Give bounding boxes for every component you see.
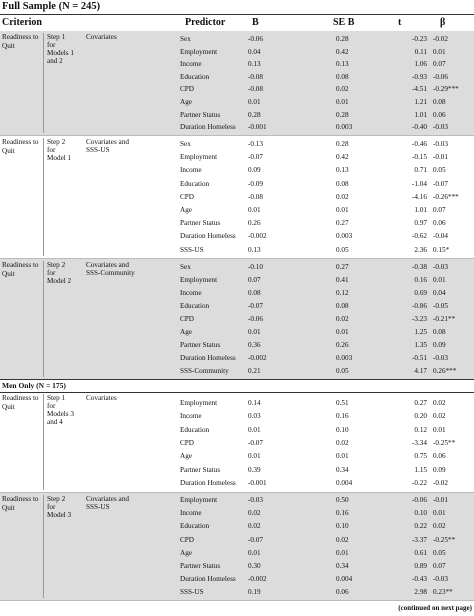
se-cell: 0.08 [336, 302, 349, 310]
b-cell: 0.14 [248, 399, 261, 407]
beta-cell: 0.01 [433, 47, 446, 56]
se-cell: 0.02 [336, 438, 349, 447]
t-cell: 0.89 [414, 562, 427, 570]
table-row [0, 72, 474, 82]
se-cell: 0.06 [336, 588, 349, 597]
predictor-cell: Employment [180, 399, 218, 407]
se-cell: 0.02 [336, 85, 349, 94]
t-cell: 1.01 [414, 206, 427, 214]
beta-cell: 0.07 [433, 562, 446, 570]
block-model-3-4-step-1 [0, 392, 474, 493]
table-row [0, 561, 474, 571]
covariates-label: Covariates [86, 33, 117, 41]
t-cell: 1.35 [414, 341, 427, 349]
se-cell: 0.12 [336, 289, 349, 297]
predictor-cell: Partner Status [180, 110, 221, 119]
b-cell: -0.001 [248, 123, 267, 132]
t-cell: 1.06 [414, 60, 427, 69]
predictor-cell: Age [180, 98, 192, 106]
predictor-cell: Income [180, 412, 202, 421]
table-row [0, 205, 474, 215]
b-cell: -0.07 [248, 535, 263, 544]
table-row [0, 425, 474, 435]
t-cell: 4.17 [414, 367, 427, 375]
se-cell: 0.02 [336, 192, 349, 201]
table-row [0, 438, 474, 448]
criterion-label: Readiness to Quit [2, 33, 39, 50]
beta-cell: 0.06 [433, 219, 446, 228]
t-cell: 0.20 [414, 412, 427, 421]
table-row [0, 478, 474, 488]
b-cell: 0.01 [248, 206, 261, 214]
beta-cell: -0.21** [433, 315, 456, 323]
t-cell: 1.15 [414, 465, 427, 474]
table-row [0, 353, 474, 363]
t-cell: -1.04 [412, 179, 427, 188]
se-cell: 0.27 [336, 263, 349, 271]
predictor-cell: Education [180, 425, 210, 434]
table-row [0, 327, 474, 337]
b-cell: -0.13 [248, 140, 263, 148]
b-cell: -0.001 [248, 478, 267, 487]
b-cell: 0.04 [248, 47, 261, 56]
se-cell: 0.10 [336, 425, 349, 434]
t-cell: -0.51 [412, 354, 427, 362]
table-row [0, 179, 474, 189]
beta-cell: 0.02 [433, 412, 446, 421]
beta-cell: 0.01 [433, 509, 446, 518]
predictor-cell: Partner Status [180, 341, 221, 349]
predictor-cell: Age [180, 206, 192, 214]
t-cell: -0.43 [412, 575, 427, 584]
t-cell: -0.15 [412, 153, 427, 162]
t-cell: -3.37 [412, 535, 427, 544]
predictor-cell: Duration Homeless [180, 575, 236, 584]
beta-cell: -0.02 [433, 478, 448, 487]
predictor-cell: Age [180, 548, 192, 557]
beta-cell: 0.26*** [433, 367, 457, 375]
col-se: SE B [333, 17, 355, 28]
t-cell: 0.12 [414, 425, 427, 434]
b-cell: 0.02 [248, 522, 261, 531]
t-cell: 0.22 [414, 522, 427, 531]
step-label: Step 1 for Models 1 and 2 [43, 33, 75, 133]
table-row [0, 465, 474, 475]
b-cell: 0.09 [248, 166, 261, 175]
t-cell: 2.98 [414, 588, 427, 597]
t-cell: -0.86 [412, 302, 427, 310]
beta-cell: -0.25** [433, 535, 456, 544]
se-cell: 0.05 [336, 367, 349, 375]
predictor-cell: Education [180, 179, 210, 188]
col-b: B [252, 17, 259, 28]
beta-cell: 0.05 [433, 166, 446, 175]
se-cell: 0.42 [336, 153, 349, 162]
table-row [0, 192, 474, 202]
b-cell: 0.01 [248, 452, 261, 461]
b-cell: -0.002 [248, 232, 267, 241]
se-cell: 0.003 [336, 123, 353, 132]
men-only-subheader: Men Only (N = 175) [0, 379, 474, 393]
t-cell: -0.38 [412, 263, 427, 271]
table-row [0, 152, 474, 162]
beta-cell: 0.23** [433, 588, 453, 597]
b-cell: 0.07 [248, 276, 261, 284]
se-cell: 0.02 [336, 535, 349, 544]
table-row [0, 574, 474, 584]
table-row [0, 314, 474, 324]
se-cell: 0.51 [336, 399, 349, 407]
beta-cell: -0.03 [433, 263, 448, 271]
predictor-cell: Employment [180, 47, 218, 56]
beta-cell: -0.01 [433, 496, 448, 504]
b-cell: -0.08 [248, 85, 263, 94]
predictor-cell: Partner Status [180, 219, 221, 228]
b-cell: 0.39 [248, 465, 261, 474]
b-cell: 0.03 [248, 412, 261, 421]
predictor-cell: CPD [180, 315, 194, 323]
se-cell: 0.28 [336, 35, 349, 43]
b-cell: -0.08 [248, 72, 263, 81]
t-cell: 0.16 [414, 276, 427, 284]
table-row [0, 218, 474, 228]
beta-cell: -0.03 [433, 575, 448, 584]
predictor-cell: CPD [180, 192, 194, 201]
b-cell: -0.002 [248, 575, 267, 584]
table-row [0, 340, 474, 350]
b-cell: 0.28 [248, 110, 261, 119]
se-cell: 0.28 [336, 140, 349, 148]
covariates-label: Covariates and SSS-US [86, 138, 129, 154]
block-model-1-step-2 [0, 136, 474, 259]
criterion-label: Readiness to Quit [2, 261, 39, 278]
se-cell: 0.01 [336, 452, 349, 461]
beta-cell: -0.02 [433, 35, 448, 43]
se-cell: 0.34 [336, 562, 349, 570]
covariates-label: Covariates and SSS-Community [86, 261, 135, 277]
predictor-cell: Education [180, 302, 210, 310]
beta-cell: 0.04 [433, 289, 446, 297]
predictor-cell: SSS-US [180, 588, 204, 597]
beta-cell: 0.01 [433, 425, 446, 434]
b-cell: 0.01 [248, 548, 261, 557]
b-cell: 0.36 [248, 341, 261, 349]
se-cell: 0.01 [336, 206, 349, 214]
se-cell: 0.01 [336, 98, 349, 106]
beta-cell: 0.08 [433, 98, 446, 106]
b-cell: 0.02 [248, 509, 261, 518]
se-cell: 0.01 [336, 548, 349, 557]
table-row [0, 110, 474, 120]
table-row [0, 165, 474, 175]
t-cell: 0.97 [414, 219, 427, 228]
table-row [0, 231, 474, 241]
t-cell: -0.23 [412, 35, 427, 43]
b-cell: 0.01 [248, 328, 261, 336]
t-cell: 0.11 [414, 47, 427, 56]
se-cell: 0.26 [336, 341, 349, 349]
t-cell: 1.21 [414, 98, 427, 106]
predictor-cell: Education [180, 522, 210, 531]
predictor-cell: Partner Status [180, 465, 221, 474]
beta-cell: -0.05 [433, 302, 448, 310]
col-t: t [398, 17, 402, 28]
predictor-cell: Duration Homeless [180, 232, 236, 241]
se-cell: 0.004 [336, 575, 353, 584]
b-cell: -0.08 [248, 192, 263, 201]
beta-cell: 0.15* [433, 245, 450, 254]
t-cell: -3.23 [412, 315, 427, 323]
beta-cell: -0.29*** [433, 85, 459, 94]
beta-cell: -0.06 [433, 72, 448, 81]
predictor-cell: CPD [180, 85, 194, 94]
table-row [0, 508, 474, 518]
table-row [0, 288, 474, 298]
beta-cell: -0.03 [433, 354, 448, 362]
predictor-cell: Duration Homeless [180, 123, 236, 132]
predictor-cell: SSS-US [180, 245, 204, 254]
covariates-label: Covariates and SSS-US [86, 495, 129, 511]
se-cell: 0.10 [336, 522, 349, 531]
criterion-label: Readiness to Quit [2, 138, 39, 155]
t-cell: -4.16 [412, 192, 427, 201]
step-label: Step 2 for Model 2 [43, 261, 75, 377]
predictor-cell: Employment [180, 496, 218, 504]
beta-cell: 0.08 [433, 328, 446, 336]
se-cell: 0.41 [336, 276, 349, 284]
block-model-2-step-2 [0, 259, 474, 380]
se-cell: 0.28 [336, 110, 349, 119]
table-row [0, 451, 474, 461]
b-cell: 0.26 [248, 219, 261, 228]
b-cell: 0.13 [248, 245, 261, 254]
b-cell: -0.03 [248, 496, 263, 504]
predictor-cell: Income [180, 289, 202, 297]
table-row [0, 262, 474, 272]
se-cell: 0.13 [336, 166, 349, 175]
b-cell: -0.09 [248, 179, 263, 188]
table-row [0, 521, 474, 531]
predictor-cell: Sex [180, 263, 191, 271]
t-cell: -0.62 [412, 232, 427, 241]
predictor-cell: Partner Status [180, 562, 221, 570]
predictor-cell: CPD [180, 438, 194, 447]
t-cell: -0.46 [412, 140, 427, 148]
b-cell: 0.30 [248, 562, 261, 570]
se-cell: 0.13 [336, 60, 349, 69]
predictor-cell: CPD [180, 535, 194, 544]
se-cell: 0.01 [336, 328, 349, 336]
block-model-3-step-2 [0, 493, 474, 601]
col-criterion: Criterion [2, 17, 42, 28]
b-cell: -0.07 [248, 438, 263, 447]
t-cell: 0.10 [414, 509, 427, 518]
t-cell: -0.93 [412, 72, 427, 81]
t-cell: 0.71 [414, 166, 427, 175]
t-cell: 1.25 [414, 328, 427, 336]
se-cell: 0.003 [336, 232, 353, 241]
step-label: Step 1 for Models 3 and 4 [43, 394, 75, 490]
se-cell: 0.27 [336, 219, 349, 228]
beta-cell: 0.07 [433, 60, 446, 69]
predictor-cell: Income [180, 509, 202, 518]
beta-cell: 0.06 [433, 452, 446, 461]
t-cell: 0.75 [414, 452, 427, 461]
predictor-cell: Employment [180, 276, 218, 284]
b-cell: -0.002 [248, 354, 267, 362]
predictor-cell: Sex [180, 35, 191, 43]
table-row [0, 301, 474, 311]
b-cell: -0.07 [248, 153, 263, 162]
table-row [0, 411, 474, 421]
se-cell: 0.004 [336, 478, 353, 487]
table-row [0, 34, 474, 44]
predictor-cell: Age [180, 452, 192, 461]
block-model-1-2-step-1 [0, 31, 474, 136]
beta-cell: -0.07 [433, 179, 448, 188]
b-cell: 0.01 [248, 98, 261, 106]
table-row [0, 59, 474, 69]
covariates-label: Covariates [86, 394, 117, 402]
b-cell: 0.13 [248, 60, 261, 69]
table-row [0, 398, 474, 408]
b-cell: -0.10 [248, 263, 263, 271]
step-label: Step 2 for Model 3 [43, 495, 75, 598]
table-row [0, 587, 474, 597]
se-cell: 0.05 [336, 245, 349, 254]
criterion-label: Readiness to Quit [2, 495, 39, 512]
beta-cell: -0.03 [433, 140, 448, 148]
col-beta: β [440, 17, 446, 28]
t-cell: 0.61 [414, 548, 427, 557]
b-cell: 0.19 [248, 588, 261, 597]
t-cell: 1.01 [414, 110, 427, 119]
se-cell: 0.34 [336, 465, 349, 474]
t-cell: -0.22 [412, 478, 427, 487]
t-cell: -3.34 [412, 438, 427, 447]
t-cell: -0.06 [412, 496, 427, 504]
step-label: Step 2 for Model 1 [43, 138, 75, 256]
se-cell: 0.08 [336, 179, 349, 188]
table-row [0, 84, 474, 94]
b-cell: 0.01 [248, 425, 261, 434]
t-cell: -4.51 [412, 85, 427, 94]
table-row [0, 245, 474, 255]
t-cell: 0.69 [414, 289, 427, 297]
beta-cell: -0.26*** [433, 192, 459, 201]
predictor-cell: Income [180, 60, 202, 69]
criterion-label: Readiness to Quit [2, 394, 39, 411]
b-cell: -0.06 [248, 35, 263, 43]
beta-cell: 0.09 [433, 341, 446, 349]
table-row [0, 535, 474, 545]
predictor-cell: Duration Homeless [180, 478, 236, 487]
beta-cell: 0.02 [433, 399, 446, 407]
table-row [0, 366, 474, 376]
se-cell: 0.003 [336, 354, 353, 362]
table-row [0, 97, 474, 107]
beta-cell: 0.09 [433, 465, 446, 474]
beta-cell: -0.03 [433, 123, 448, 132]
beta-cell: -0.01 [433, 153, 448, 162]
table-row [0, 139, 474, 149]
se-cell: 0.08 [336, 72, 349, 81]
col-predictor: Predictor [185, 17, 226, 28]
t-cell: 0.27 [414, 399, 427, 407]
table-row [0, 548, 474, 558]
beta-cell: 0.02 [433, 522, 446, 531]
t-cell: -0.40 [412, 123, 427, 132]
table-row [0, 47, 474, 57]
beta-cell: 0.01 [433, 276, 446, 284]
table-title: Full Sample (N = 245) [2, 1, 101, 12]
beta-cell: -0.25** [433, 438, 456, 447]
predictor-cell: Income [180, 166, 202, 175]
t-cell: 2.36 [414, 245, 427, 254]
beta-cell: 0.05 [433, 548, 446, 557]
se-cell: 0.50 [336, 496, 349, 504]
b-cell: -0.07 [248, 302, 263, 310]
predictor-cell: Employment [180, 153, 218, 162]
table-row [0, 495, 474, 505]
table-row [0, 275, 474, 285]
se-cell: 0.02 [336, 315, 349, 323]
predictor-cell: Duration Homeless [180, 354, 236, 362]
table-row [0, 122, 474, 132]
b-cell: 0.21 [248, 367, 261, 375]
se-cell: 0.16 [336, 509, 349, 518]
beta-cell: 0.06 [433, 110, 446, 119]
beta-cell: -0.04 [433, 232, 448, 241]
se-cell: 0.16 [336, 412, 349, 421]
b-cell: -0.06 [248, 315, 263, 323]
predictor-cell: SSS-Community [180, 367, 229, 375]
continued-note: (continued on next page) [398, 604, 472, 612]
predictor-cell: Education [180, 72, 210, 81]
predictor-cell: Age [180, 328, 192, 336]
beta-cell: 0.07 [433, 206, 446, 214]
se-cell: 0.42 [336, 47, 349, 56]
b-cell: 0.08 [248, 289, 261, 297]
predictor-cell: Sex [180, 140, 191, 148]
